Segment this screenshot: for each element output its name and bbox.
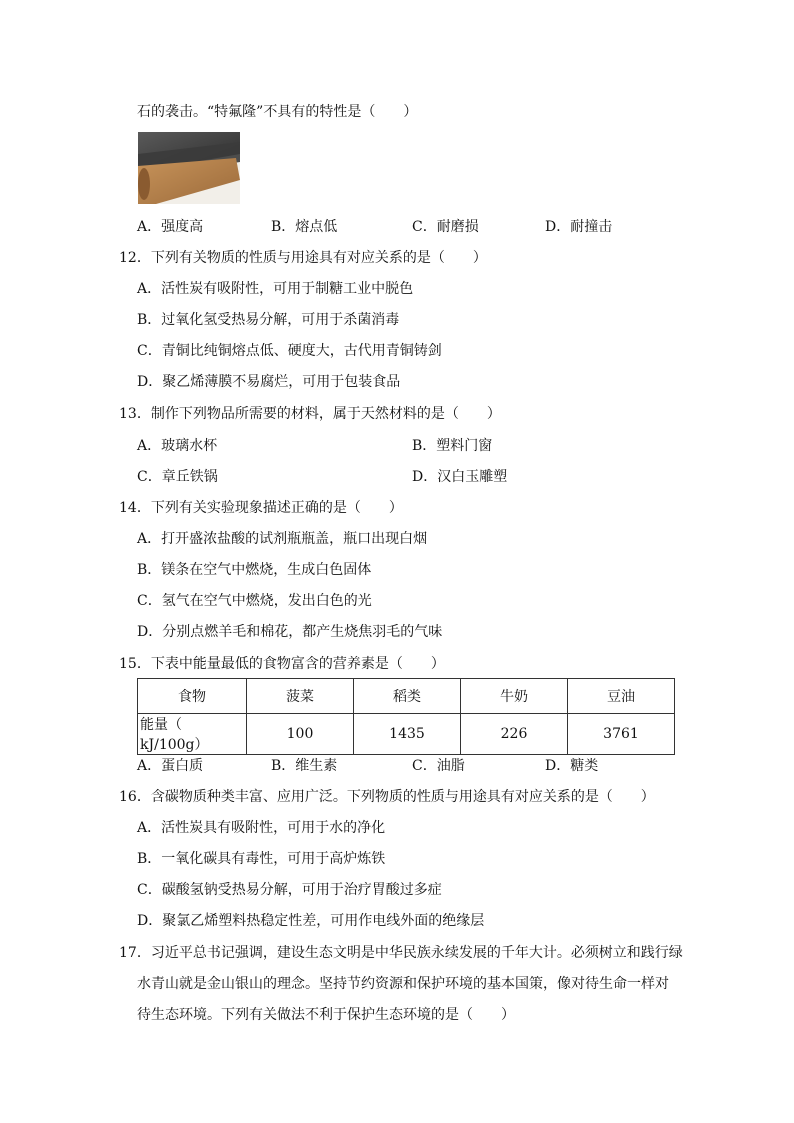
q17-stem-line2: 水青山就是金山银山的理念。坚持节约资源和保护环境的基本国策，像对待生命一样对 xyxy=(137,976,669,992)
q13-option-a[interactable]: A．玻璃水杯 xyxy=(137,438,218,454)
q12-option-d[interactable]: D．聚乙烯薄膜不易腐烂，可用于包装食品 xyxy=(137,374,401,390)
q15-option-a[interactable]: A．蛋白质 xyxy=(137,758,204,774)
table-header-cell: 食物 xyxy=(138,679,247,714)
q15-stem: 15．下表中能量最低的食物富含的营养素是（ ） xyxy=(119,656,445,672)
q11-option-b[interactable]: B．熔点低 xyxy=(271,219,338,235)
q12-option-c[interactable]: C．青铜比纯铜熔点低、硬度大，古代用青铜铸剑 xyxy=(137,343,442,359)
q11-option-c[interactable]: C．耐磨损 xyxy=(412,219,479,235)
q11-option-d[interactable]: D．耐撞击 xyxy=(545,219,613,235)
q13-options-row2 xyxy=(137,467,657,487)
teflon-sheet-image xyxy=(138,132,240,204)
table-row xyxy=(138,714,675,755)
q16-option-b[interactable]: B．一氧化碳具有毒性，可用于高炉炼铁 xyxy=(137,851,386,867)
q13-stem: 13．制作下列物品所需要的材料，属于天然材料的是（ ） xyxy=(119,406,501,422)
q13-option-b[interactable]: B．塑料门窗 xyxy=(412,438,493,454)
table-cell: 226 xyxy=(461,714,568,755)
q15-options xyxy=(137,756,657,776)
q13-options-row1 xyxy=(137,436,657,456)
q15-option-d[interactable]: D．糖类 xyxy=(545,758,599,774)
table-header-cell: 牛奶 xyxy=(461,679,568,714)
q14-option-d[interactable]: D．分别点燃羊毛和棉花，都产生烧焦羽毛的气味 xyxy=(137,624,443,640)
table-cell: 100 xyxy=(247,714,354,755)
q16-option-c[interactable]: C．碳酸氢钠受热易分解，可用于治疗胃酸过多症 xyxy=(137,882,442,898)
q11-stem-tail: 石的袭击。“特氟隆”不具有的特性是（ ） xyxy=(137,104,418,120)
q14-stem: 14．下列有关实验现象描述正确的是（ ） xyxy=(119,500,403,516)
q15-option-b[interactable]: B．维生素 xyxy=(271,758,338,774)
energy-table xyxy=(137,678,675,755)
table-row xyxy=(138,679,675,714)
table-header-cell: 稻类 xyxy=(354,679,461,714)
q14-option-b[interactable]: B．镁条在空气中燃烧，生成白色固体 xyxy=(137,562,372,578)
q16-stem: 16．含碳物质种类丰富、应用广泛。下列物质的性质与用途具有对应关系的是（ ） xyxy=(119,789,655,805)
q12-stem: 12．下列有关物质的性质与用途具有对应关系的是（ ） xyxy=(119,250,487,266)
q15-option-c[interactable]: C．油脂 xyxy=(412,758,465,774)
q11-option-a[interactable]: A．强度高 xyxy=(137,219,204,235)
q14-option-c[interactable]: C．氢气在空气中燃烧，发出白色的光 xyxy=(137,593,372,609)
teflon-sheet-photo xyxy=(138,132,240,204)
q17-stem-line1: 17．习近平总书记强调，建设生态文明是中华民族永续发展的千年大计。必须树立和践行绿 xyxy=(119,945,683,961)
q17-stem-line3: 待生态环境。下列有关做法不利于保护生态环境的是（ ） xyxy=(137,1007,515,1023)
q11-options xyxy=(137,217,657,237)
table-cell: 3761 xyxy=(568,714,675,755)
q12-option-b[interactable]: B．过氧化氢受热易分解，可用于杀菌消毒 xyxy=(137,312,400,328)
q16-option-a[interactable]: A．活性炭具有吸附性，可用于水的净化 xyxy=(137,820,386,836)
q13-option-c[interactable]: C．章丘铁锅 xyxy=(137,469,218,485)
q14-option-a[interactable]: A．打开盛浓盐酸的试剂瓶瓶盖，瓶口出现白烟 xyxy=(137,531,428,547)
table-header-cell: 菠菜 xyxy=(247,679,354,714)
q12-option-a[interactable]: A．活性炭有吸附性，可用于制糖工业中脱色 xyxy=(137,281,414,297)
q13-option-d[interactable]: D．汉白玉雕塑 xyxy=(412,469,508,485)
table-cell: 1435 xyxy=(354,714,461,755)
table-header-cell: 豆油 xyxy=(568,679,675,714)
q16-option-d[interactable]: D．聚氯乙烯塑料热稳定性差，可用作电线外面的绝缘层 xyxy=(137,913,485,929)
table-cell: 能量（ kJ/100g） xyxy=(138,714,247,755)
